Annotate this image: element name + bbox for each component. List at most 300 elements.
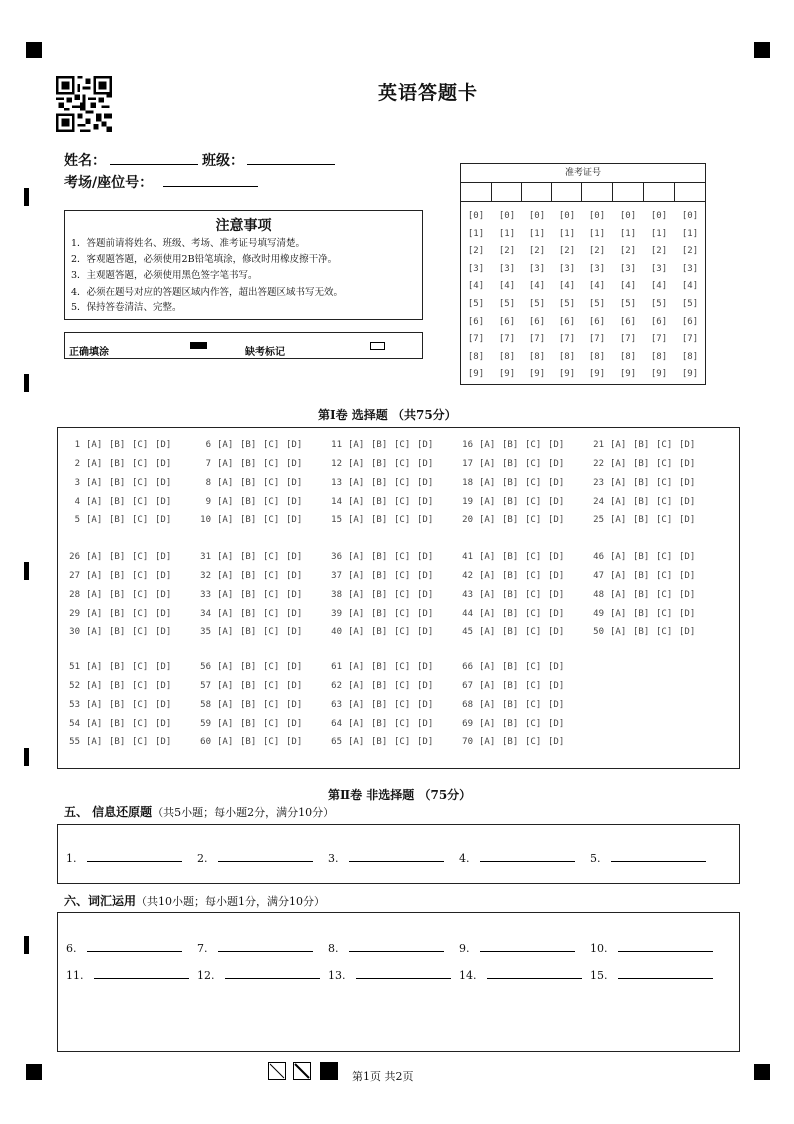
- option-bubble[interactable]: [B]: [502, 700, 519, 710]
- option-bubble[interactable]: [B]: [109, 719, 126, 729]
- name-field[interactable]: [110, 164, 198, 165]
- digit-bubble[interactable]: [7]: [558, 334, 576, 345]
- digit-bubble[interactable]: [4]: [588, 281, 606, 292]
- option-bubble[interactable]: [C]: [394, 662, 411, 672]
- option-bubble[interactable]: [A]: [610, 497, 627, 507]
- digit-bubble[interactable]: [3]: [681, 263, 699, 274]
- option-bubble[interactable]: [C]: [394, 497, 411, 507]
- option-bubble[interactable]: [D]: [286, 700, 303, 710]
- option-bubble[interactable]: [D]: [286, 552, 303, 562]
- option-bubble[interactable]: [A]: [479, 571, 496, 581]
- blank-line[interactable]: [611, 851, 706, 862]
- option-bubble[interactable]: [A]: [217, 737, 234, 747]
- digit-bubble[interactable]: [6]: [558, 316, 576, 327]
- option-bubble[interactable]: [B]: [371, 497, 388, 507]
- option-bubble[interactable]: [D]: [679, 609, 696, 619]
- digit-bubble[interactable]: [2]: [558, 246, 576, 257]
- option-bubble[interactable]: [C]: [525, 627, 542, 637]
- digit-bubble[interactable]: [2]: [528, 246, 546, 257]
- admission-digit-box[interactable]: [492, 182, 522, 202]
- option-bubble[interactable]: [D]: [548, 571, 565, 581]
- blank-line[interactable]: [225, 968, 320, 979]
- option-bubble[interactable]: [A]: [479, 681, 496, 691]
- option-bubble[interactable]: [C]: [132, 440, 149, 450]
- option-bubble[interactable]: [C]: [656, 478, 673, 488]
- digit-bubble[interactable]: [6]: [588, 316, 606, 327]
- option-bubble[interactable]: [A]: [610, 571, 627, 581]
- option-bubble[interactable]: [C]: [132, 590, 149, 600]
- option-bubble[interactable]: [C]: [263, 700, 280, 710]
- option-bubble[interactable]: [D]: [548, 609, 565, 619]
- option-bubble[interactable]: [C]: [394, 440, 411, 450]
- option-bubble[interactable]: [D]: [155, 497, 172, 507]
- option-bubble[interactable]: [B]: [371, 609, 388, 619]
- option-bubble[interactable]: [C]: [132, 609, 149, 619]
- option-bubble[interactable]: [D]: [417, 627, 434, 637]
- option-bubble[interactable]: [C]: [132, 571, 149, 581]
- option-bubble[interactable]: [B]: [633, 627, 650, 637]
- digit-bubble[interactable]: [9]: [558, 369, 576, 380]
- digit-bubble[interactable]: [2]: [467, 246, 485, 257]
- option-bubble[interactable]: [C]: [656, 590, 673, 600]
- option-bubble[interactable]: [B]: [502, 681, 519, 691]
- digit-bubble[interactable]: [4]: [498, 281, 516, 292]
- digit-bubble[interactable]: [5]: [558, 298, 576, 309]
- option-bubble[interactable]: [B]: [633, 497, 650, 507]
- option-bubble[interactable]: [B]: [633, 552, 650, 562]
- option-bubble[interactable]: [B]: [109, 700, 126, 710]
- option-bubble[interactable]: [B]: [371, 478, 388, 488]
- option-bubble[interactable]: [B]: [371, 459, 388, 469]
- digit-bubble[interactable]: [7]: [467, 334, 485, 345]
- digit-bubble[interactable]: [9]: [588, 369, 606, 380]
- option-bubble[interactable]: [A]: [479, 552, 496, 562]
- option-bubble[interactable]: [D]: [286, 497, 303, 507]
- option-bubble[interactable]: [A]: [479, 459, 496, 469]
- option-bubble[interactable]: [B]: [633, 590, 650, 600]
- option-bubble[interactable]: [B]: [371, 681, 388, 691]
- option-bubble[interactable]: [D]: [155, 571, 172, 581]
- option-bubble[interactable]: [A]: [479, 515, 496, 525]
- option-bubble[interactable]: [A]: [348, 571, 365, 581]
- option-bubble[interactable]: [A]: [610, 609, 627, 619]
- option-bubble[interactable]: [C]: [525, 719, 542, 729]
- option-bubble[interactable]: [D]: [286, 627, 303, 637]
- option-bubble[interactable]: [A]: [610, 478, 627, 488]
- option-bubble[interactable]: [B]: [633, 571, 650, 581]
- option-bubble[interactable]: [B]: [109, 440, 126, 450]
- option-bubble[interactable]: [A]: [86, 700, 103, 710]
- option-bubble[interactable]: [A]: [217, 609, 234, 619]
- digit-bubble[interactable]: [1]: [681, 228, 699, 239]
- option-bubble[interactable]: [A]: [479, 627, 496, 637]
- option-bubble[interactable]: [B]: [633, 459, 650, 469]
- option-bubble[interactable]: [A]: [217, 627, 234, 637]
- admission-digit-box[interactable]: [582, 182, 613, 202]
- option-bubble[interactable]: [C]: [394, 459, 411, 469]
- option-bubble[interactable]: [A]: [86, 662, 103, 672]
- option-bubble[interactable]: [B]: [109, 737, 126, 747]
- option-bubble[interactable]: [C]: [525, 662, 542, 672]
- admission-digit-box[interactable]: [552, 182, 582, 202]
- option-bubble[interactable]: [C]: [263, 662, 280, 672]
- digit-bubble[interactable]: [8]: [588, 351, 606, 362]
- option-bubble[interactable]: [B]: [502, 662, 519, 672]
- option-bubble[interactable]: [D]: [155, 515, 172, 525]
- option-bubble[interactable]: [A]: [348, 700, 365, 710]
- option-bubble[interactable]: [A]: [86, 440, 103, 450]
- option-bubble[interactable]: [B]: [502, 552, 519, 562]
- option-bubble[interactable]: [B]: [240, 571, 257, 581]
- digit-bubble[interactable]: [1]: [467, 228, 485, 239]
- option-bubble[interactable]: [A]: [348, 719, 365, 729]
- blank-line[interactable]: [480, 941, 575, 952]
- option-bubble[interactable]: [D]: [286, 478, 303, 488]
- digit-bubble[interactable]: [1]: [650, 228, 668, 239]
- option-bubble[interactable]: [A]: [217, 700, 234, 710]
- option-bubble[interactable]: [D]: [417, 515, 434, 525]
- option-bubble[interactable]: [D]: [679, 571, 696, 581]
- option-bubble[interactable]: [B]: [240, 627, 257, 637]
- option-bubble[interactable]: [B]: [371, 571, 388, 581]
- digit-bubble[interactable]: [7]: [588, 334, 606, 345]
- digit-bubble[interactable]: [3]: [528, 263, 546, 274]
- option-bubble[interactable]: [D]: [679, 497, 696, 507]
- option-bubble[interactable]: [A]: [348, 737, 365, 747]
- option-bubble[interactable]: [C]: [394, 719, 411, 729]
- option-bubble[interactable]: [B]: [633, 478, 650, 488]
- option-bubble[interactable]: [C]: [263, 515, 280, 525]
- digit-bubble[interactable]: [4]: [650, 281, 668, 292]
- option-bubble[interactable]: [A]: [348, 440, 365, 450]
- blank-line[interactable]: [349, 851, 444, 862]
- option-bubble[interactable]: [A]: [348, 478, 365, 488]
- option-bubble[interactable]: [C]: [263, 737, 280, 747]
- digit-bubble[interactable]: [4]: [558, 281, 576, 292]
- option-bubble[interactable]: [A]: [217, 662, 234, 672]
- digit-bubble[interactable]: [9]: [498, 369, 516, 380]
- option-bubble[interactable]: [B]: [371, 590, 388, 600]
- option-bubble[interactable]: [B]: [240, 440, 257, 450]
- option-bubble[interactable]: [A]: [479, 662, 496, 672]
- digit-bubble[interactable]: [4]: [467, 281, 485, 292]
- option-bubble[interactable]: [B]: [109, 627, 126, 637]
- option-bubble[interactable]: [D]: [548, 737, 565, 747]
- option-bubble[interactable]: [D]: [548, 719, 565, 729]
- option-bubble[interactable]: [C]: [656, 515, 673, 525]
- blank-line[interactable]: [349, 941, 444, 952]
- option-bubble[interactable]: [C]: [525, 590, 542, 600]
- option-bubble[interactable]: [B]: [109, 590, 126, 600]
- option-bubble[interactable]: [D]: [417, 552, 434, 562]
- option-bubble[interactable]: [A]: [610, 440, 627, 450]
- option-bubble[interactable]: [A]: [217, 440, 234, 450]
- option-bubble[interactable]: [B]: [502, 590, 519, 600]
- option-bubble[interactable]: [C]: [394, 681, 411, 691]
- option-bubble[interactable]: [D]: [417, 497, 434, 507]
- digit-bubble[interactable]: [3]: [619, 263, 637, 274]
- option-bubble[interactable]: [A]: [217, 497, 234, 507]
- option-bubble[interactable]: [B]: [109, 478, 126, 488]
- option-bubble[interactable]: [A]: [348, 497, 365, 507]
- option-bubble[interactable]: [B]: [502, 459, 519, 469]
- option-bubble[interactable]: [B]: [371, 515, 388, 525]
- digit-bubble[interactable]: [7]: [498, 334, 516, 345]
- option-bubble[interactable]: [D]: [155, 478, 172, 488]
- option-bubble[interactable]: [C]: [656, 609, 673, 619]
- admission-digit-box[interactable]: [675, 182, 706, 202]
- option-bubble[interactable]: [C]: [394, 552, 411, 562]
- option-bubble[interactable]: [B]: [371, 627, 388, 637]
- option-bubble[interactable]: [C]: [394, 515, 411, 525]
- digit-bubble[interactable]: [0]: [498, 211, 516, 221]
- option-bubble[interactable]: [C]: [263, 719, 280, 729]
- option-bubble[interactable]: [A]: [217, 590, 234, 600]
- digit-bubble[interactable]: [6]: [528, 316, 546, 327]
- blank-line[interactable]: [218, 941, 313, 952]
- digit-bubble[interactable]: [8]: [558, 351, 576, 362]
- option-bubble[interactable]: [D]: [155, 700, 172, 710]
- option-bubble[interactable]: [D]: [286, 459, 303, 469]
- option-bubble[interactable]: [A]: [479, 700, 496, 710]
- option-bubble[interactable]: [B]: [240, 662, 257, 672]
- blank-line[interactable]: [87, 851, 182, 862]
- option-bubble[interactable]: [A]: [86, 497, 103, 507]
- digit-bubble[interactable]: [8]: [528, 351, 546, 362]
- option-bubble[interactable]: [D]: [679, 459, 696, 469]
- option-bubble[interactable]: [D]: [548, 662, 565, 672]
- option-bubble[interactable]: [A]: [86, 515, 103, 525]
- option-bubble[interactable]: [D]: [548, 552, 565, 562]
- option-bubble[interactable]: [C]: [132, 681, 149, 691]
- digit-bubble[interactable]: [2]: [681, 246, 699, 257]
- option-bubble[interactable]: [D]: [548, 497, 565, 507]
- option-bubble[interactable]: [B]: [502, 627, 519, 637]
- digit-bubble[interactable]: [9]: [650, 369, 668, 380]
- admission-digit-box[interactable]: [461, 182, 492, 202]
- option-bubble[interactable]: [A]: [479, 609, 496, 619]
- option-bubble[interactable]: [D]: [548, 440, 565, 450]
- option-bubble[interactable]: [B]: [109, 497, 126, 507]
- digit-bubble[interactable]: [9]: [528, 369, 546, 380]
- digit-bubble[interactable]: [7]: [619, 334, 637, 345]
- option-bubble[interactable]: [D]: [679, 515, 696, 525]
- digit-bubble[interactable]: [0]: [528, 211, 546, 221]
- option-bubble[interactable]: [B]: [371, 700, 388, 710]
- option-bubble[interactable]: [D]: [286, 440, 303, 450]
- option-bubble[interactable]: [C]: [132, 497, 149, 507]
- option-bubble[interactable]: [D]: [548, 459, 565, 469]
- option-bubble[interactable]: [C]: [263, 627, 280, 637]
- option-bubble[interactable]: [B]: [502, 440, 519, 450]
- option-bubble[interactable]: [D]: [286, 719, 303, 729]
- option-bubble[interactable]: [B]: [633, 609, 650, 619]
- blank-line[interactable]: [480, 851, 575, 862]
- option-bubble[interactable]: [D]: [155, 552, 172, 562]
- option-bubble[interactable]: [D]: [417, 719, 434, 729]
- option-bubble[interactable]: [D]: [417, 440, 434, 450]
- option-bubble[interactable]: [D]: [417, 662, 434, 672]
- option-bubble[interactable]: [A]: [479, 478, 496, 488]
- admission-digit-box[interactable]: [522, 182, 552, 202]
- option-bubble[interactable]: [A]: [479, 497, 496, 507]
- digit-bubble[interactable]: [9]: [681, 369, 699, 380]
- blank-line[interactable]: [618, 968, 713, 979]
- option-bubble[interactable]: [B]: [371, 552, 388, 562]
- option-bubble[interactable]: [B]: [371, 737, 388, 747]
- option-bubble[interactable]: [B]: [371, 440, 388, 450]
- option-bubble[interactable]: [C]: [263, 571, 280, 581]
- class-field[interactable]: [247, 164, 335, 165]
- option-bubble[interactable]: [A]: [217, 571, 234, 581]
- option-bubble[interactable]: [B]: [502, 571, 519, 581]
- digit-bubble[interactable]: [8]: [681, 351, 699, 362]
- option-bubble[interactable]: [B]: [109, 571, 126, 581]
- digit-bubble[interactable]: [1]: [528, 228, 546, 239]
- digit-bubble[interactable]: [3]: [558, 263, 576, 274]
- option-bubble[interactable]: [A]: [610, 459, 627, 469]
- option-bubble[interactable]: [A]: [610, 552, 627, 562]
- digit-bubble[interactable]: [5]: [467, 298, 485, 309]
- option-bubble[interactable]: [D]: [286, 681, 303, 691]
- option-bubble[interactable]: [A]: [86, 459, 103, 469]
- digit-bubble[interactable]: [5]: [498, 298, 516, 309]
- option-bubble[interactable]: [B]: [240, 478, 257, 488]
- option-bubble[interactable]: [A]: [348, 515, 365, 525]
- option-bubble[interactable]: [C]: [263, 681, 280, 691]
- option-bubble[interactable]: [C]: [132, 700, 149, 710]
- digit-bubble[interactable]: [6]: [681, 316, 699, 327]
- option-bubble[interactable]: [B]: [109, 552, 126, 562]
- option-bubble[interactable]: [B]: [502, 737, 519, 747]
- option-bubble[interactable]: [B]: [240, 737, 257, 747]
- digit-bubble[interactable]: [0]: [681, 211, 699, 221]
- digit-bubble[interactable]: [2]: [650, 246, 668, 257]
- option-bubble[interactable]: [A]: [479, 590, 496, 600]
- option-bubble[interactable]: [C]: [394, 700, 411, 710]
- option-bubble[interactable]: [B]: [240, 515, 257, 525]
- option-bubble[interactable]: [B]: [502, 719, 519, 729]
- option-bubble[interactable]: [B]: [633, 515, 650, 525]
- option-bubble[interactable]: [A]: [348, 609, 365, 619]
- option-bubble[interactable]: [A]: [348, 681, 365, 691]
- option-bubble[interactable]: [A]: [348, 459, 365, 469]
- option-bubble[interactable]: [D]: [417, 571, 434, 581]
- digit-bubble[interactable]: [7]: [681, 334, 699, 345]
- option-bubble[interactable]: [A]: [610, 515, 627, 525]
- option-bubble[interactable]: [B]: [502, 609, 519, 619]
- option-bubble[interactable]: [A]: [86, 737, 103, 747]
- option-bubble[interactable]: [D]: [679, 590, 696, 600]
- option-bubble[interactable]: [C]: [132, 737, 149, 747]
- digit-bubble[interactable]: [4]: [681, 281, 699, 292]
- option-bubble[interactable]: [C]: [132, 719, 149, 729]
- option-bubble[interactable]: [C]: [525, 571, 542, 581]
- option-bubble[interactable]: [A]: [479, 719, 496, 729]
- option-bubble[interactable]: [A]: [217, 515, 234, 525]
- option-bubble[interactable]: [B]: [240, 609, 257, 619]
- option-bubble[interactable]: [D]: [679, 552, 696, 562]
- digit-bubble[interactable]: [2]: [498, 246, 516, 257]
- option-bubble[interactable]: [B]: [371, 662, 388, 672]
- admission-digit-box[interactable]: [613, 182, 644, 202]
- option-bubble[interactable]: [C]: [394, 609, 411, 619]
- option-bubble[interactable]: [D]: [679, 478, 696, 488]
- option-bubble[interactable]: [B]: [109, 515, 126, 525]
- option-bubble[interactable]: [D]: [679, 627, 696, 637]
- option-bubble[interactable]: [D]: [417, 478, 434, 488]
- option-bubble[interactable]: [A]: [86, 552, 103, 562]
- digit-bubble[interactable]: [3]: [498, 263, 516, 274]
- option-bubble[interactable]: [B]: [240, 719, 257, 729]
- option-bubble[interactable]: [A]: [86, 609, 103, 619]
- digit-bubble[interactable]: [3]: [588, 263, 606, 274]
- option-bubble[interactable]: [D]: [286, 662, 303, 672]
- option-bubble[interactable]: [D]: [155, 737, 172, 747]
- option-bubble[interactable]: [A]: [610, 590, 627, 600]
- option-bubble[interactable]: [D]: [155, 609, 172, 619]
- digit-bubble[interactable]: [8]: [498, 351, 516, 362]
- digit-bubble[interactable]: [4]: [528, 281, 546, 292]
- option-bubble[interactable]: [D]: [155, 590, 172, 600]
- option-bubble[interactable]: [D]: [548, 590, 565, 600]
- option-bubble[interactable]: [B]: [240, 681, 257, 691]
- option-bubble[interactable]: [D]: [155, 681, 172, 691]
- option-bubble[interactable]: [C]: [525, 700, 542, 710]
- digit-bubble[interactable]: [5]: [588, 298, 606, 309]
- option-bubble[interactable]: [C]: [525, 459, 542, 469]
- blank-line[interactable]: [487, 968, 582, 979]
- option-bubble[interactable]: [B]: [240, 590, 257, 600]
- option-bubble[interactable]: [D]: [417, 459, 434, 469]
- digit-bubble[interactable]: [0]: [467, 211, 485, 221]
- option-bubble[interactable]: [D]: [548, 681, 565, 691]
- digit-bubble[interactable]: [6]: [498, 316, 516, 327]
- option-bubble[interactable]: [B]: [240, 700, 257, 710]
- option-bubble[interactable]: [D]: [417, 737, 434, 747]
- option-bubble[interactable]: [C]: [132, 627, 149, 637]
- digit-bubble[interactable]: [6]: [467, 316, 485, 327]
- option-bubble[interactable]: [C]: [525, 497, 542, 507]
- digit-bubble[interactable]: [1]: [558, 228, 576, 239]
- option-bubble[interactable]: [C]: [132, 552, 149, 562]
- digit-bubble[interactable]: [2]: [619, 246, 637, 257]
- option-bubble[interactable]: [D]: [417, 681, 434, 691]
- option-bubble[interactable]: [D]: [155, 459, 172, 469]
- option-bubble[interactable]: [B]: [109, 662, 126, 672]
- option-bubble[interactable]: [C]: [132, 478, 149, 488]
- digit-bubble[interactable]: [6]: [650, 316, 668, 327]
- option-bubble[interactable]: [B]: [109, 681, 126, 691]
- room-seat-field[interactable]: [163, 186, 258, 187]
- blank-line[interactable]: [87, 941, 182, 952]
- option-bubble[interactable]: [A]: [86, 478, 103, 488]
- digit-bubble[interactable]: [9]: [619, 369, 637, 380]
- blank-line[interactable]: [218, 851, 313, 862]
- option-bubble[interactable]: [C]: [656, 440, 673, 450]
- option-bubble[interactable]: [C]: [656, 627, 673, 637]
- option-bubble[interactable]: [D]: [548, 478, 565, 488]
- option-bubble[interactable]: [A]: [86, 681, 103, 691]
- option-bubble[interactable]: [C]: [525, 552, 542, 562]
- digit-bubble[interactable]: [5]: [681, 298, 699, 309]
- option-bubble[interactable]: [B]: [240, 459, 257, 469]
- option-bubble[interactable]: [C]: [263, 590, 280, 600]
- digit-bubble[interactable]: [1]: [498, 228, 516, 239]
- digit-bubble[interactable]: [5]: [650, 298, 668, 309]
- digit-bubble[interactable]: [8]: [467, 351, 485, 362]
- option-bubble[interactable]: [C]: [263, 609, 280, 619]
